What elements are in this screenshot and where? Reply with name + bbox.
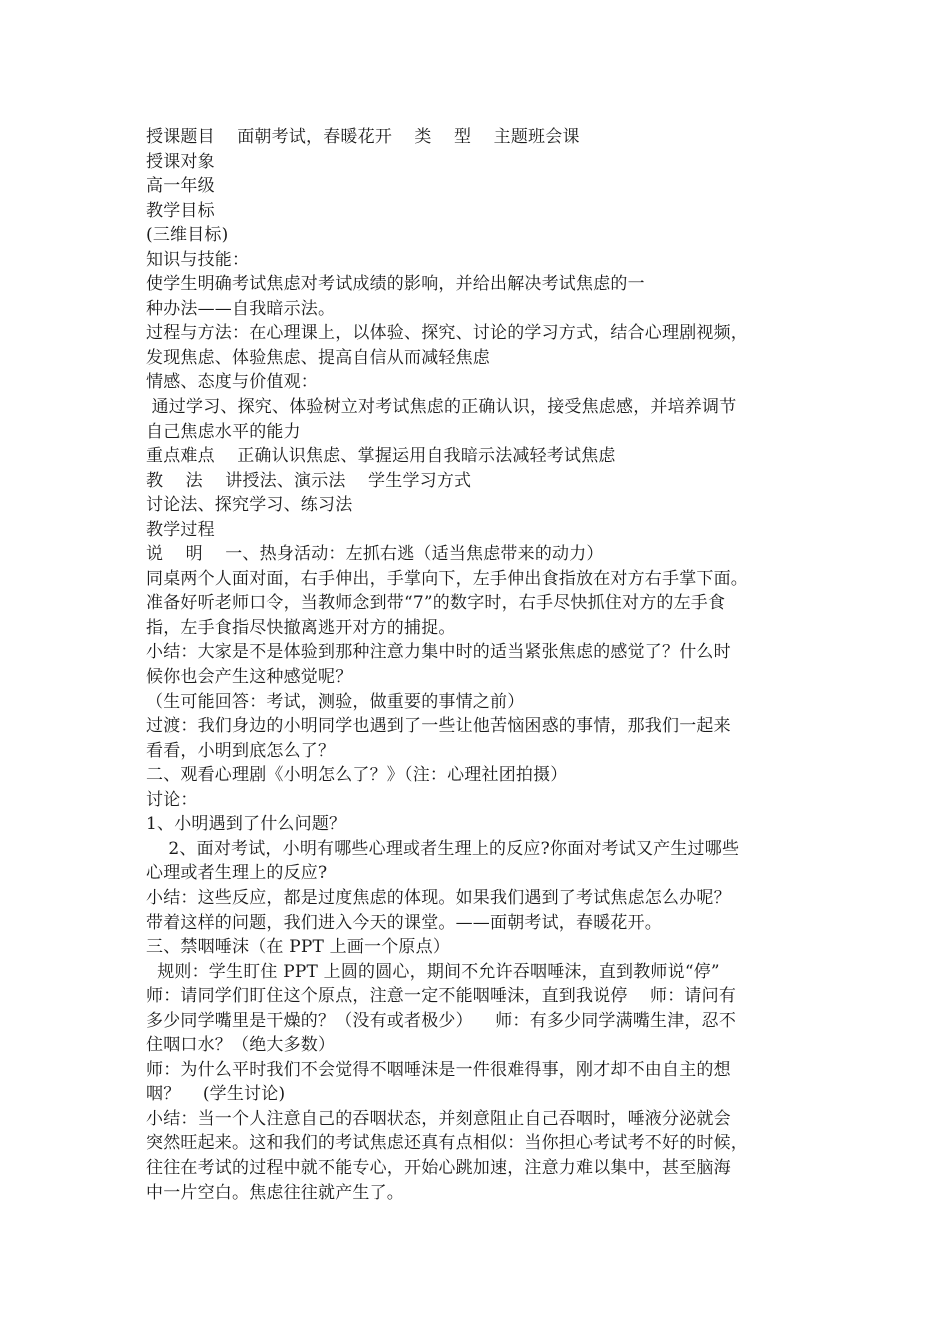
text-line: 多少同学嘴里是干燥的？（没有或者极少） 师：有多少同学满嘴生津，忍不 xyxy=(146,1010,737,1031)
text-line: 2、面对考试，小明有哪些心理或者生理上的反应?你面对考试又产生过哪些 xyxy=(146,838,740,859)
text-line: 高一年级 xyxy=(146,176,215,197)
text-line: 小结：当一个人注意自己的吞咽状态，并刻意阻止自己吞咽时，唾液分泌就会 xyxy=(146,1108,731,1129)
text-line: 小结：这些反应，都是过度焦虑的体现。如果我们遇到了考试焦虑怎么办呢？ xyxy=(146,887,731,908)
text-line: 师：请同学们盯住这个原点，注意一定不能咽唾沫，直到我说停 师：请问有 xyxy=(146,986,737,1007)
text-line: 重点难点 正确认识焦虑、掌握运用自我暗示法减轻考试焦虑 xyxy=(146,446,616,467)
text-line: 教学过程 xyxy=(146,519,215,540)
text-line: （生可能回答：考试，测验，做重要的事情之前） xyxy=(146,691,525,712)
text-line: 指，左手食指尽快撤离逃开对方的捕捉。 xyxy=(146,617,456,638)
text-line: 自己焦虑水平的能力 xyxy=(146,421,301,442)
text-line: 住咽口水？（绝大多数） xyxy=(146,1035,336,1056)
text-line: 咽？ (学生讨论) xyxy=(146,1084,286,1105)
text-line: 种办法——自我暗示法。 xyxy=(146,298,336,319)
text-line: 师：为什么平时我们不会觉得不咽唾沫是一件很难得事，刚才却不由自主的想 xyxy=(146,1059,731,1080)
text-line: 讨论： xyxy=(146,789,198,810)
text-line: 中一片空白。焦虑往往就产生了。 xyxy=(146,1182,404,1203)
text-line: 教学目标 xyxy=(146,200,215,221)
text-line: 突然旺起来。这和我们的考试焦虑还真有点相似：当你担心考试考不好的时候， xyxy=(146,1133,748,1154)
text-line: 小结：大家是不是体验到那种注意力集中时的适当紧张焦虑的感觉了？什么时 xyxy=(146,642,731,663)
text-line: 发现焦虑、体验焦虑、提高自信从而减轻焦虑 xyxy=(146,347,490,368)
text-line: 讨论法、探究学习、练习法 xyxy=(146,495,353,516)
text-line: 看看，小明到底怎么了？ xyxy=(146,740,336,761)
text-line: 心理或者生理上的反应? xyxy=(146,863,328,884)
text-line: 同桌两个人面对面，右手伸出，手掌向下，左手伸出食指放在对方右手掌下面。 xyxy=(146,568,748,589)
text-line: 过程与方法：在心理课上，以体验、探究、讨论的学习方式，结合心理剧视频， xyxy=(146,323,748,344)
text-line: 说 明 一、热身活动：左抓右逃（适当焦虑带来的动力） xyxy=(146,544,604,565)
text-line: 准备好听老师口令，当教师念到带“7”的数字时，右手尽快抓住对方的左手食 xyxy=(146,593,726,614)
text-line: 1、小明遇到了什么问题？ xyxy=(146,814,347,835)
text-line: 授课对象 xyxy=(146,151,215,172)
text-line: 候你也会产生这种感觉呢？ xyxy=(146,667,353,688)
text-line: 往往在考试的过程中就不能专心，开始心跳加速，注意力难以集中，甚至脑海 xyxy=(146,1157,731,1178)
text-line: 规则：学生盯住 PPT 上圆的圆心，期间不允许吞咽唾沫，直到教师说“停” xyxy=(146,961,720,982)
text-line: 授课题目 面朝考试，春暖花开 类 型 主题班会课 xyxy=(146,127,580,147)
text-line: 通过学习、探究、体验树立对考试焦虑的正确认识，接受焦虑感，并培养调节 xyxy=(146,397,737,418)
text-line: 过渡：我们身边的小明同学也遇到了一些让他苦恼困惑的事情，那我们一起来 xyxy=(146,716,731,737)
text-line: 二、观看心理剧《小明怎么了？》（注：心理社团拍摄） xyxy=(146,765,568,786)
text-line: 使学生明确考试焦虑对考试成绩的影响，并给出解决考试焦虑的一 xyxy=(146,274,645,295)
text-line: 三、禁咽唾沫（在 PPT 上画一个原点） xyxy=(146,937,451,958)
text-line: 情感、态度与价值观： xyxy=(146,372,318,393)
text-line: 教 法 讲授法、演示法 学生学习方式 xyxy=(146,470,472,491)
text-line: 带着这样的问题，我们进入今天的课堂。——面朝考试，春暖花开。 xyxy=(146,912,662,933)
document-body xyxy=(146,125,826,1205)
text-line: (三维目标) xyxy=(146,225,229,246)
text-line: 知识与技能： xyxy=(146,249,250,270)
